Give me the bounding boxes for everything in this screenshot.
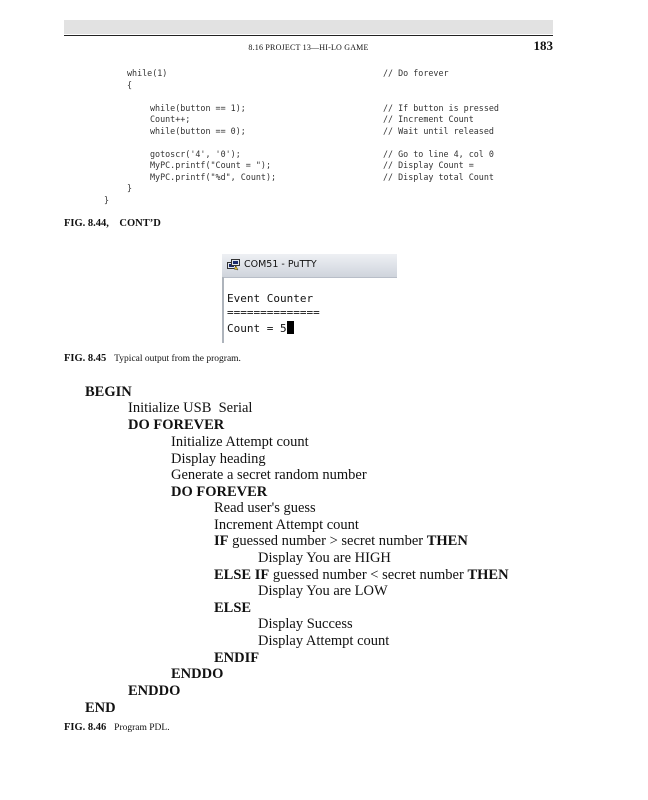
terminal-line: ==============: [227, 306, 320, 319]
code-comment: // Display total Count: [383, 172, 494, 182]
figure-number: FIG. 8.44,: [64, 218, 109, 229]
page-number: 183: [533, 38, 553, 53]
pdl-line: Display You are HIGH: [258, 550, 391, 566]
pdl-text: guessed number < secret number: [269, 567, 468, 583]
pdl-line: DO FOREVER: [171, 484, 268, 500]
figure-caption-8-46: [64, 722, 170, 733]
pdl-line: Display You are LOW: [258, 583, 388, 599]
pdl-line: ELSE: [214, 600, 252, 616]
pdl-line: DO FOREVER: [128, 417, 225, 433]
code-line: while(button == 0);: [150, 126, 246, 136]
pdl-keyword: THEN: [467, 567, 509, 583]
code-line: MyPC.printf("%d", Count);: [150, 172, 277, 182]
putty-title: COM51 - PuTTY: [244, 259, 317, 270]
code-comment: // Wait until released: [383, 126, 494, 136]
code-line: {: [127, 80, 133, 90]
pdl-line: Read user's guess: [214, 500, 316, 516]
figure-number: FIG. 8.46: [64, 722, 107, 733]
pdl-line: Increment Attempt count: [214, 517, 359, 533]
code-line: MyPC.printf("Count = ");: [150, 160, 272, 170]
figure-text: CONT’D: [119, 218, 161, 229]
pdl-line: Display Attempt count: [258, 633, 390, 649]
code-comment: // Increment Count: [383, 114, 474, 124]
pdl-line: BEGIN: [85, 384, 132, 400]
pdl-line: END: [85, 700, 116, 716]
code-line: gotoscr('4', '0');: [150, 149, 241, 159]
terminal-line: Event Counter: [227, 292, 314, 305]
pdl-line: ENDIF: [214, 650, 260, 666]
code-comment: // Display Count =: [383, 160, 474, 170]
pdl-line: Initialize Attempt count: [171, 434, 309, 450]
pdl-line: ENDDO: [171, 666, 224, 682]
pdl-line: Initialize USB Serial: [128, 400, 253, 416]
code-comment: // If button is pressed: [383, 103, 499, 113]
figure-text: Program PDL.: [114, 723, 170, 733]
pdl-line: Generate a secret random number: [171, 467, 367, 483]
pdl-line: Display heading: [171, 451, 266, 467]
running-head-title: 8.16 PROJECT 13—HI-LO GAME: [248, 43, 369, 52]
pdl-line: Display Success: [258, 616, 353, 632]
code-line: while(1): [127, 68, 168, 78]
pdl-keyword: IF: [214, 533, 229, 549]
pdl-line: ENDDO: [128, 683, 181, 699]
pdl-line: [214, 567, 509, 584]
code-comment: // Go to line 4, col 0: [383, 149, 494, 159]
code-line: }: [127, 183, 133, 193]
pdl-keyword: ELSE IF: [214, 567, 270, 583]
code-comment: // Do forever: [383, 68, 449, 78]
pdl-text: guessed number > secret number: [228, 533, 427, 549]
code-line: }: [104, 195, 110, 205]
terminal-count-text: Count = 5: [227, 322, 287, 335]
pdl-keyword: THEN: [426, 533, 468, 549]
pdl-line: [214, 533, 468, 550]
code-line: while(button == 1);: [150, 103, 246, 113]
code-line: Count++;: [150, 114, 191, 124]
figure-text: Typical output from the program.: [114, 354, 241, 364]
figure-number: FIG. 8.45: [64, 353, 107, 364]
